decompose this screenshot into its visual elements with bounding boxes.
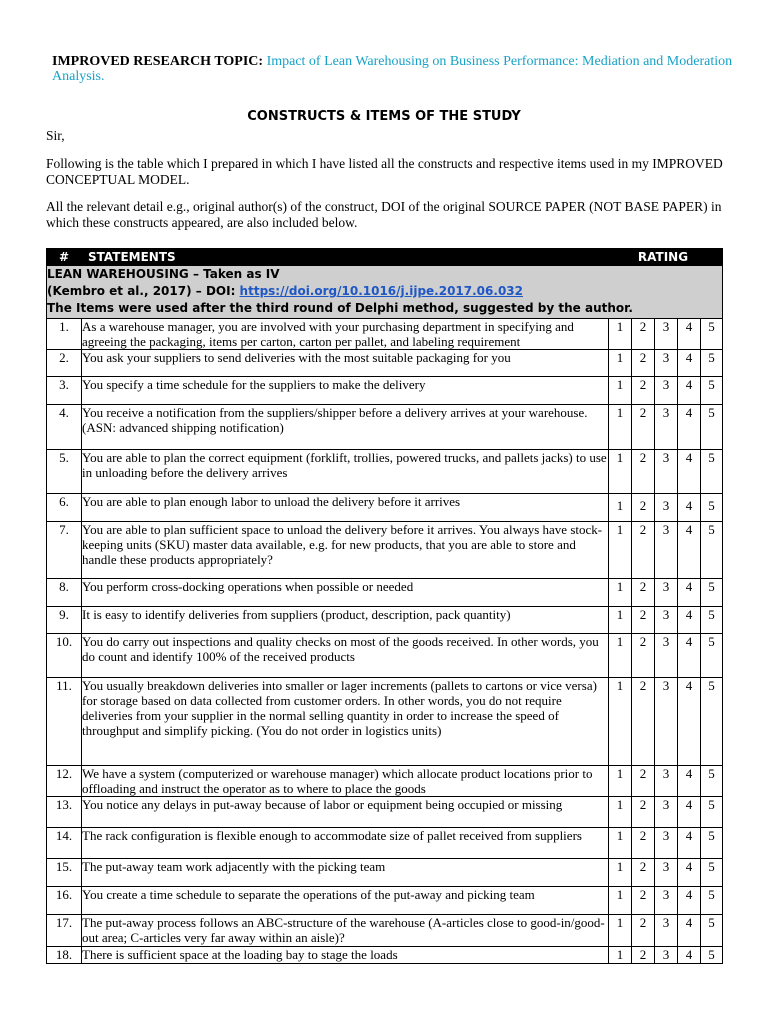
rating-option-3[interactable]: 3 [655, 579, 678, 607]
rating-option-2[interactable]: 2 [632, 319, 655, 350]
rating-option-5[interactable]: 5 [701, 887, 723, 915]
rating-option-5[interactable]: 5 [701, 494, 723, 522]
rating-option-5[interactable]: 5 [701, 522, 723, 579]
rating-option-1[interactable]: 1 [609, 405, 632, 450]
rating-option-5[interactable]: 5 [701, 797, 723, 828]
item-statement: There is sufficient space at the loading bay to stage the loads [82, 947, 609, 964]
rating-option-5[interactable]: 5 [701, 634, 723, 678]
rating-option-4[interactable]: 4 [678, 915, 701, 947]
item-statement: It is easy to identify deliveries from suppliers (product, description, pack quantity) [82, 607, 609, 634]
item-number: 17. [47, 915, 82, 947]
rating-option-5[interactable]: 5 [701, 607, 723, 634]
item-number: 4. [47, 405, 82, 450]
rating-option-4[interactable]: 4 [678, 607, 701, 634]
rating-option-2[interactable]: 2 [632, 797, 655, 828]
delphi-note: The Items were used after the third round of Delphi method, suggested by the author. [47, 301, 633, 315]
item-number: 14. [47, 828, 82, 859]
construct-source [47, 283, 722, 300]
rating-option-4[interactable]: 4 [678, 828, 701, 859]
salutation: Sir, [46, 128, 65, 143]
rating-option-3[interactable]: 3 [655, 634, 678, 678]
item-number: 11. [47, 678, 82, 766]
rating-option-2[interactable]: 2 [632, 859, 655, 887]
rating-option-5[interactable]: 5 [701, 377, 723, 405]
rating-option-1[interactable]: 1 [609, 607, 632, 634]
item-number: 18. [47, 947, 82, 964]
item-number: 6. [47, 494, 82, 522]
rating-option-5[interactable]: 5 [701, 915, 723, 947]
table-row [47, 579, 723, 607]
rating-option-2[interactable]: 2 [632, 522, 655, 579]
rating-option-1[interactable]: 1 [609, 859, 632, 887]
item-statement: The rack configuration is flexible enough to accommodate size of pallet received from suppliers [82, 828, 609, 859]
table-row [47, 450, 723, 494]
table-row [47, 522, 723, 579]
table-row [47, 607, 723, 634]
rating-option-4[interactable]: 4 [678, 766, 701, 797]
rating-option-4[interactable]: 4 [678, 678, 701, 766]
rating-option-4[interactable]: 4 [678, 405, 701, 450]
item-statement: As a warehouse manager, you are involved with your purchasing department in specifying and agreeing the packaging, items per carton, carton per pallet, and labeling requirement [82, 319, 609, 350]
rating-option-2[interactable]: 2 [632, 607, 655, 634]
table-row [47, 859, 723, 887]
rating-option-2[interactable]: 2 [632, 405, 655, 450]
research-topic-value: Impact of Lean Warehousing on Business Performance: Mediation and Moderation Analysis. [52, 54, 733, 84]
rating-option-1[interactable]: 1 [609, 797, 632, 828]
table-row [47, 915, 723, 947]
rating-option-5[interactable]: 5 [701, 828, 723, 859]
item-statement: You usually breakdown deliveries into smaller or lager increments (pallets to cartons or vice versa) for storage based on data collected from customer orders. In other words, you do not require deliveries from your supplier in the normal selling quantity in order to increase the speed of throughput and simplify picking. (You do not order in logistics units) [82, 678, 609, 766]
rating-option-3[interactable]: 3 [655, 678, 678, 766]
item-number: 3. [47, 377, 82, 405]
item-number: 16. [47, 887, 82, 915]
rating-option-1[interactable]: 1 [609, 579, 632, 607]
rating-option-2[interactable]: 2 [632, 678, 655, 766]
item-number: 12. [47, 766, 82, 797]
rating-option-1[interactable]: 1 [609, 887, 632, 915]
rating-option-1[interactable]: 1 [609, 766, 632, 797]
table-row [47, 828, 723, 859]
rating-option-4[interactable]: 4 [678, 494, 701, 522]
rating-option-4[interactable]: 4 [678, 377, 701, 405]
table-row [47, 766, 723, 797]
rating-option-3[interactable]: 3 [655, 887, 678, 915]
rating-option-3[interactable]: 3 [655, 522, 678, 579]
rating-option-5[interactable]: 5 [701, 859, 723, 887]
table-row [47, 350, 723, 377]
rating-option-4[interactable]: 4 [678, 859, 701, 887]
rating-option-3[interactable]: 3 [655, 494, 678, 522]
rating-option-1[interactable]: 1 [609, 522, 632, 579]
item-number: 8. [47, 579, 82, 607]
rating-option-2[interactable]: 2 [632, 377, 655, 405]
rating-option-5[interactable]: 5 [701, 319, 723, 350]
item-statement: You are able to plan enough labor to unload the delivery before it arrives [82, 494, 609, 522]
table-row [47, 494, 723, 522]
item-number: 10. [47, 634, 82, 678]
rating-option-4[interactable]: 4 [678, 634, 701, 678]
item-number: 1. [47, 319, 82, 350]
rating-option-1[interactable]: 1 [609, 634, 632, 678]
rating-option-2[interactable]: 2 [632, 915, 655, 947]
rating-option-3[interactable]: 3 [655, 915, 678, 947]
rating-option-3[interactable]: 3 [655, 828, 678, 859]
item-statement: You ask your suppliers to send deliveries with the most suitable packaging for you [82, 350, 609, 377]
table-row [47, 947, 723, 964]
item-statement: You notice any delays in put-away because of labor or equipment being occupied or missing [82, 797, 609, 828]
rating-option-5[interactable]: 5 [701, 947, 723, 964]
rating-option-5[interactable]: 5 [701, 766, 723, 797]
rating-option-5[interactable]: 5 [701, 450, 723, 494]
rating-option-1[interactable]: 1 [609, 319, 632, 350]
construct-row [47, 266, 723, 319]
rating-option-4[interactable]: 4 [678, 350, 701, 377]
rating-option-1[interactable]: 1 [609, 494, 632, 522]
item-number: 13. [47, 797, 82, 828]
rating-option-3[interactable]: 3 [655, 319, 678, 350]
rating-option-2[interactable]: 2 [632, 494, 655, 522]
rating-option-4[interactable]: 4 [678, 887, 701, 915]
table-row [47, 634, 723, 678]
constructs-table [46, 248, 723, 964]
rating-option-2[interactable]: 2 [632, 766, 655, 797]
header-rating: RATING [609, 249, 723, 266]
rating-option-3[interactable]: 3 [655, 450, 678, 494]
header-statements: STATEMENTS [82, 249, 609, 266]
rating-option-1[interactable]: 1 [609, 678, 632, 766]
item-number: 7. [47, 522, 82, 579]
rating-option-1[interactable]: 1 [609, 377, 632, 405]
rating-option-4[interactable]: 4 [678, 797, 701, 828]
intro-paragraph: Following is the table which I prepared in which I have listed all the constructs and respective items used in my IMPROVED CONCEPTUAL MODEL. [46, 156, 723, 187]
rating-option-1[interactable]: 1 [609, 947, 632, 964]
table-row [47, 319, 723, 350]
research-topic [52, 54, 742, 84]
table-header-row [47, 249, 723, 266]
doi-link[interactable]: https://doi.org/10.1016/j.ijpe.2017.06.032 [239, 284, 523, 298]
rating-option-3[interactable]: 3 [655, 766, 678, 797]
item-number: 5. [47, 450, 82, 494]
item-number: 2. [47, 350, 82, 377]
rating-option-4[interactable]: 4 [678, 319, 701, 350]
item-statement: You create a time schedule to separate the operations of the put-away and picking team [82, 887, 609, 915]
rating-option-5[interactable]: 5 [701, 405, 723, 450]
item-statement: You do carry out inspections and quality checks on most of the goods received. In other words, you do count and identify 100% of the received products [82, 634, 609, 678]
research-topic-label: IMPROVED RESEARCH TOPIC: [52, 54, 264, 69]
rating-option-3[interactable]: 3 [655, 947, 678, 964]
construct-info [47, 266, 723, 319]
item-number: 15. [47, 859, 82, 887]
source-citation: (Kembro et al., 2017) – DOI: [47, 284, 240, 298]
table-row [47, 678, 723, 766]
item-statement: You are able to plan the correct equipment (forklift, trollies, powered trucks, and pallets jacks) to use in unloading before the delivery arrives [82, 450, 609, 494]
rating-option-3[interactable]: 3 [655, 350, 678, 377]
rating-option-2[interactable]: 2 [632, 947, 655, 964]
rating-option-5[interactable]: 5 [701, 678, 723, 766]
table-row [47, 797, 723, 828]
rating-option-2[interactable]: 2 [632, 450, 655, 494]
rating-option-1[interactable]: 1 [609, 450, 632, 494]
rating-option-2[interactable]: 2 [632, 634, 655, 678]
rating-option-4[interactable]: 4 [678, 579, 701, 607]
item-statement: You are able to plan sufficient space to unload the delivery before it arrives. You always have stock-keeping units (SKU) master data available, e.g. for new products, that you are able to store and handle these products appropriately? [82, 522, 609, 579]
rating-option-3[interactable]: 3 [655, 405, 678, 450]
rating-option-2[interactable]: 2 [632, 828, 655, 859]
rating-option-1[interactable]: 1 [609, 350, 632, 377]
rating-option-5[interactable]: 5 [701, 579, 723, 607]
item-number: 9. [47, 607, 82, 634]
page-heading: CONSTRUCTS & ITEMS OF THE STUDY [247, 109, 521, 124]
rating-option-3[interactable]: 3 [655, 377, 678, 405]
rating-option-2[interactable]: 2 [632, 579, 655, 607]
item-statement: You specify a time schedule for the suppliers to make the delivery [82, 377, 609, 405]
table-row [47, 887, 723, 915]
rating-option-4[interactable]: 4 [678, 522, 701, 579]
rating-option-5[interactable]: 5 [701, 350, 723, 377]
rating-option-2[interactable]: 2 [632, 350, 655, 377]
item-statement: You perform cross-docking operations when possible or needed [82, 579, 609, 607]
construct-title: LEAN WAREHOUSING – Taken as IV [47, 267, 280, 281]
rating-option-3[interactable]: 3 [655, 859, 678, 887]
item-statement: You receive a notification from the suppliers/shipper before a delivery arrives at your warehouse. (ASN: advanced shipping notification) [82, 405, 609, 450]
rating-option-3[interactable]: 3 [655, 797, 678, 828]
rating-option-4[interactable]: 4 [678, 450, 701, 494]
rating-option-4[interactable]: 4 [678, 947, 701, 964]
item-statement: The put-away process follows an ABC-structure of the warehouse (A-articles close to good-in/good-out area; C-articles very far away within an aisle)? [82, 915, 609, 947]
table-row [47, 377, 723, 405]
rating-option-2[interactable]: 2 [632, 887, 655, 915]
header-number: # [47, 249, 82, 266]
table-row [47, 405, 723, 450]
rating-option-3[interactable]: 3 [655, 607, 678, 634]
rating-option-1[interactable]: 1 [609, 915, 632, 947]
detail-paragraph: All the relevant detail e.g., original author(s) of the construct, DOI of the original SOURCE PAPER (NOT BASE PAPER) in which these constructs appeared, are also included below. [46, 199, 722, 230]
item-statement: The put-away team work adjacently with the picking team [82, 859, 609, 887]
rating-option-1[interactable]: 1 [609, 828, 632, 859]
item-statement: We have a system (computerized or warehouse manager) which allocate product locations prior to offloading and instruct the operator as to where to place the goods [82, 766, 609, 797]
